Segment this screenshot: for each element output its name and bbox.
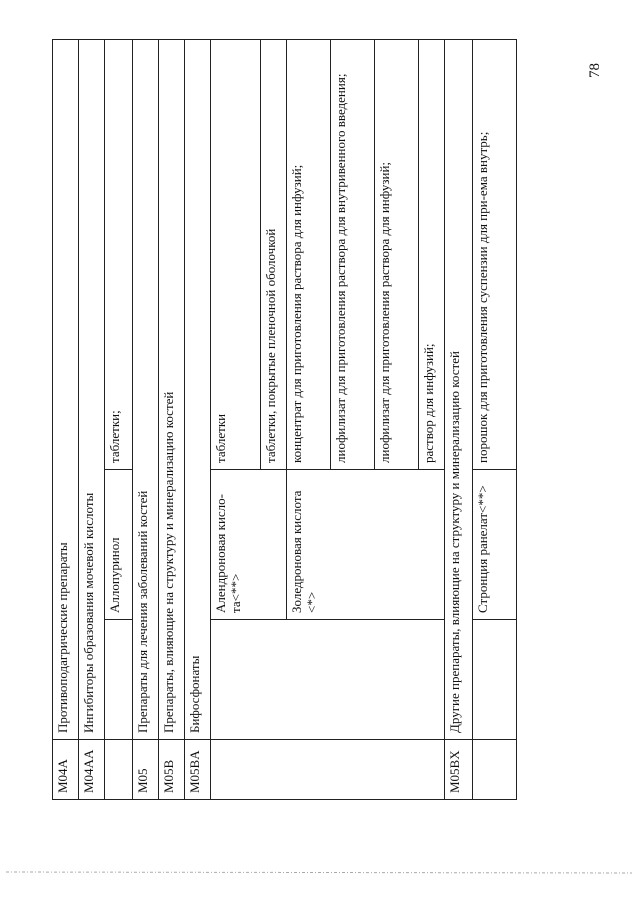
group-name-cell	[105, 620, 133, 740]
dosage-form-cell: порошок для приготовления суспензии для при-ема внутрь;	[473, 39, 517, 469]
table-row	[159, 39, 185, 799]
group-name-cell: Другие препараты, влияющие на структуру и минерализацию костей	[445, 39, 473, 739]
table-row	[105, 39, 133, 799]
page-number-text: 78	[587, 63, 603, 78]
group-name-cell: Препараты для лечения заболеваний костей	[133, 39, 159, 739]
atc-code-cell: M05BX	[445, 740, 473, 800]
atc-code-cell: M05B	[159, 740, 185, 800]
table-row	[133, 39, 159, 799]
table-row	[445, 39, 473, 799]
dosage-form-cell: лиофилизат для приготовления раствора для инфузий;	[375, 39, 419, 469]
page-number	[588, 52, 612, 82]
rotated-table-wrapper	[52, 40, 562, 800]
scan-artifact-line	[6, 870, 632, 875]
table-row	[53, 39, 79, 799]
group-name-cell	[211, 620, 445, 740]
group-name-cell: Противоподагрические препараты	[53, 39, 79, 739]
atc-code-cell	[211, 740, 445, 800]
atc-code-cell: M05BA	[185, 740, 211, 800]
table-row	[211, 39, 261, 799]
inn-cell: Алендроновая кисло-та<**>	[211, 470, 287, 620]
table-row	[473, 39, 517, 799]
group-name-cell: Препараты, влияющие на структуру и минерализацию костей	[159, 39, 185, 739]
table-row	[185, 39, 211, 799]
dosage-form-cell: таблетки	[211, 39, 261, 469]
dosage-form-cell: лиофилизат для приготовления раствора для внутривенного введения;	[331, 39, 375, 469]
group-name-cell	[473, 620, 517, 740]
table-row	[79, 39, 105, 799]
inn-cell: Аллопуринол	[105, 470, 133, 620]
group-name-cell: Ингибиторы образования мочевой кислоты	[79, 39, 105, 739]
dosage-form-cell: таблетки;	[105, 39, 133, 469]
atc-code-cell	[473, 740, 517, 800]
inn-cell: Золедроновая кислота <*>	[287, 470, 445, 620]
atc-code-cell: M05	[133, 740, 159, 800]
drug-table	[52, 39, 517, 800]
inn-cell: Стронция ранелат<**>	[473, 470, 517, 620]
atc-code-cell: M04AA	[79, 740, 105, 800]
atc-code-cell	[105, 740, 133, 800]
atc-code-cell: M04A	[53, 740, 79, 800]
dosage-form-cell: раствор для инфузий;	[419, 39, 445, 469]
group-name-cell: Бифосфонаты	[185, 39, 211, 739]
dosage-form-cell: концентрат для приготовления раствора для инфузий;	[287, 39, 331, 469]
dosage-form-cell: таблетки, покрытые пленочной оболочкой	[261, 39, 287, 469]
